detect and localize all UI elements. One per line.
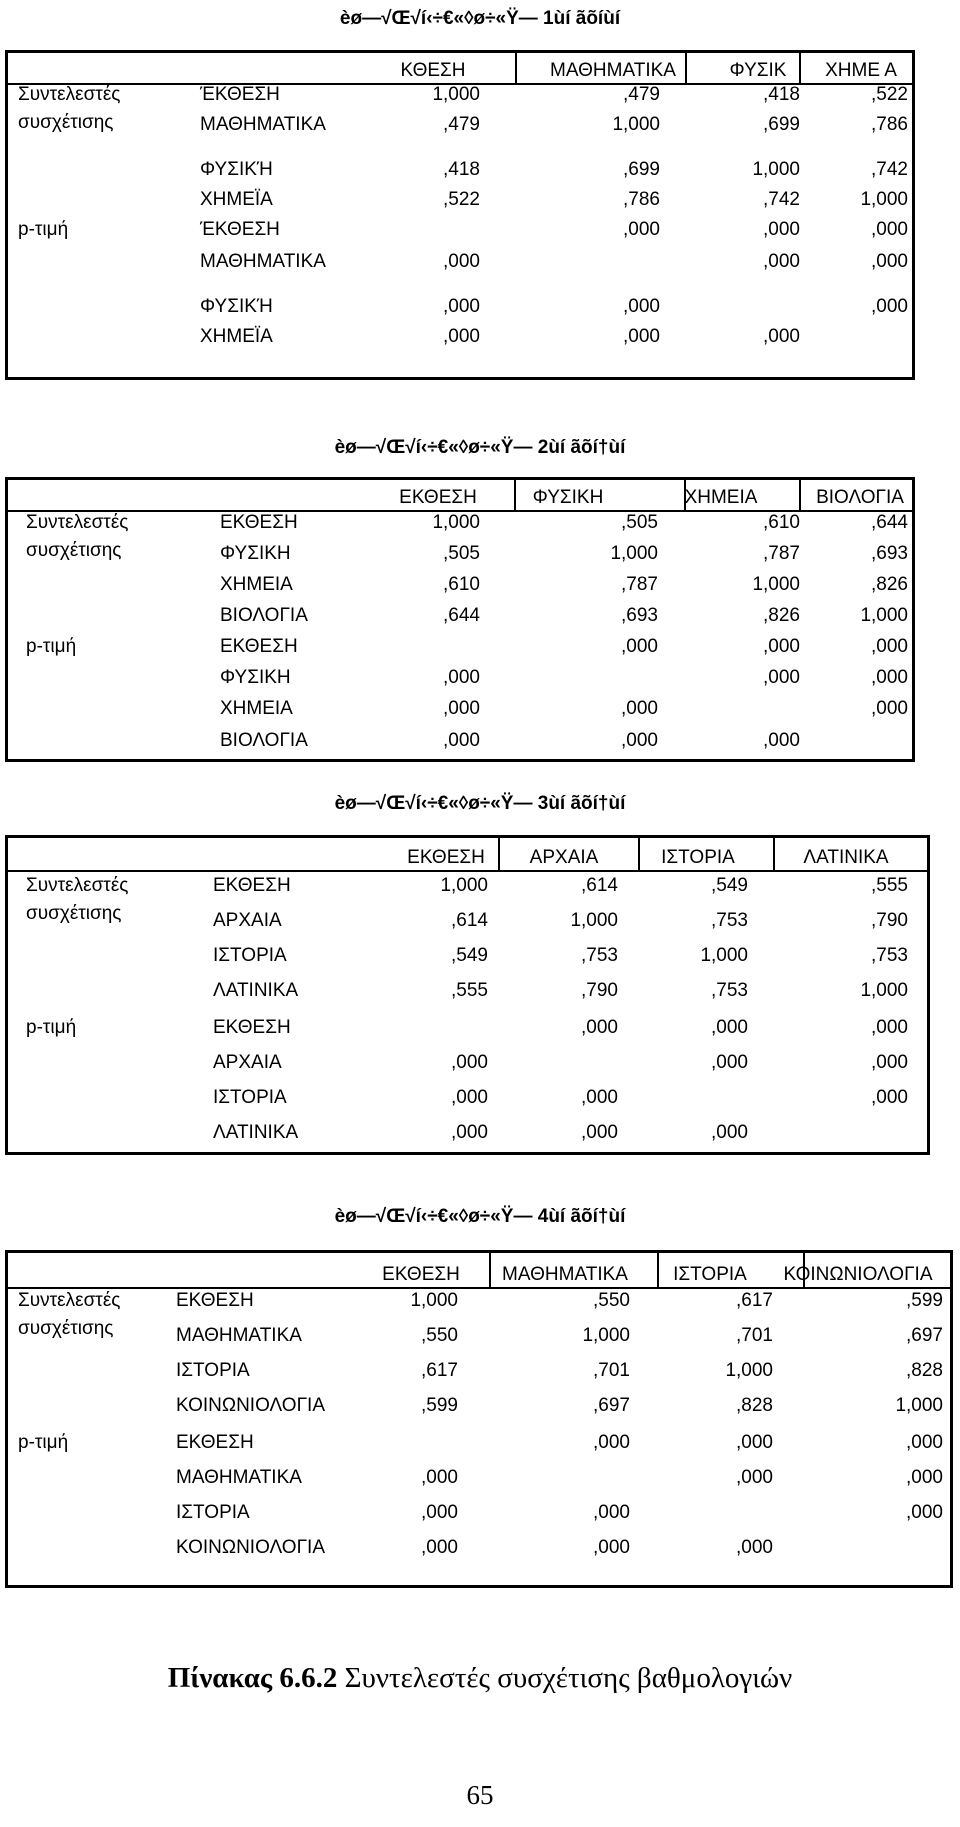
table-cell: ,000 (451, 1122, 488, 1143)
correlation-table (5, 477, 915, 762)
table-cell: ,000 (871, 636, 908, 657)
table-cell: ,790 (581, 980, 618, 1001)
table-cell: ,599 (421, 1395, 458, 1416)
table-cell: ,826 (763, 605, 800, 626)
table-cell: ,000 (421, 1502, 458, 1523)
group-label-pvalue: p-τιμή (26, 1017, 77, 1038)
table-cell: ,522 (871, 84, 908, 105)
table-cell: 1,000 (440, 875, 488, 896)
table-cell: ,000 (593, 1502, 630, 1523)
row-label: ΒΙΟΛΟΓΙΑ (220, 605, 308, 626)
table-cell: ,000 (623, 296, 660, 317)
group-label-pvalue: p-τιμή (26, 636, 77, 657)
page-number: 65 (466, 1780, 494, 1810)
table-cell: ,614 (581, 875, 618, 896)
table-cell: ,000 (871, 251, 908, 272)
table-cell: ,617 (421, 1360, 458, 1381)
table-cell: ,693 (621, 605, 658, 626)
column-header: ΜΑΘΗΜΑΤΙΚΑ (550, 60, 676, 81)
table-cell: ,000 (736, 1467, 773, 1488)
row-label: ΜΑΘΗΜΑΤΙΚΑ (176, 1325, 302, 1346)
table-cell: ,000 (421, 1467, 458, 1488)
column-header: ΒΙΟΛΟΓΙΑ (816, 487, 904, 508)
table-title: èø—√Œ√í‹÷€«◊ø÷«Ÿ— 3ùí ãõí†ùí (334, 793, 626, 814)
table-cell: ,000 (711, 1017, 748, 1038)
column-header: ΕΚΘΕΣΗ (407, 847, 485, 868)
table-cell: ,550 (421, 1325, 458, 1346)
column-header: ΕΚΘΕΣΗ (382, 1264, 460, 1285)
row-label: ΕΚΘΕΣΗ (176, 1290, 254, 1311)
table-cell: ,753 (711, 910, 748, 931)
row-label: ΕΚΘΕΣΗ (213, 1017, 291, 1038)
table-cell: ,549 (451, 945, 488, 966)
row-label: ΜΑΘΗΜΑΤΙΚΑ (176, 1467, 302, 1488)
column-header: ΙΣΤΟΡΙΑ (661, 847, 735, 868)
table-cell: ,418 (443, 159, 480, 180)
table-cell: ,697 (906, 1325, 943, 1346)
table-cell: ,000 (736, 1432, 773, 1453)
table-cell: ,644 (443, 605, 480, 626)
row-label: ΜΑΘΗΜΑΤΙΚΑ (200, 251, 326, 272)
table-cell: ,000 (763, 636, 800, 657)
table-cell: ,000 (711, 1122, 748, 1143)
table-cell: ,826 (871, 574, 908, 595)
table-cell: ,701 (593, 1360, 630, 1381)
table-cell: ,000 (763, 667, 800, 688)
table-cell: ,000 (871, 1087, 908, 1108)
table-cell: ,000 (763, 219, 800, 240)
table-cell: ,000 (421, 1537, 458, 1558)
table-cell: 1,000 (570, 910, 618, 931)
table-cell: ,555 (871, 875, 908, 896)
table-cell: ,000 (621, 636, 658, 657)
row-label: ΕΚΘΕΣΗ (176, 1432, 254, 1453)
table-cell: ,479 (623, 84, 660, 105)
header-divider (8, 1287, 950, 1289)
table-cell: 1,000 (860, 605, 908, 626)
table-cell: ,505 (621, 512, 658, 533)
header-divider (8, 870, 927, 872)
table-cell: ,000 (593, 1432, 630, 1453)
row-label: ΛΑΤΙΝΙΚΑ (213, 980, 299, 1001)
row-label: ΈΚΘΕΣΗ (200, 219, 280, 240)
table-cell: ,000 (443, 251, 480, 272)
column-header: ΧΗΜΕ Α (825, 60, 897, 81)
table-cell: 1,000 (612, 114, 660, 135)
table-cell: ,828 (736, 1395, 773, 1416)
table-cell: ,522 (443, 189, 480, 210)
table-title: èø—√Œ√í‹÷€«◊ø÷«Ÿ— 4ùí ãõí†ùí (334, 1206, 626, 1227)
table-cell: ,000 (581, 1017, 618, 1038)
figure-caption (0, 1662, 960, 1695)
row-label: ΙΣΤΟΡΙΑ (213, 1087, 287, 1108)
table-cell: ,699 (623, 159, 660, 180)
table-cell: ,549 (711, 875, 748, 896)
row-label: ΦΥΣΙΚΗ (220, 667, 291, 688)
row-label: ΒΙΟΛΟΓΙΑ (220, 730, 308, 751)
row-label: ΧΗΜΕΪΑ (200, 326, 273, 347)
table-cell: ,787 (763, 543, 800, 564)
group-label-pvalue: p-τιμή (18, 219, 69, 240)
table-cell: ,790 (871, 910, 908, 931)
row-label: ΚΟΙΝΩΝΙΟΛΟΓΙΑ (176, 1537, 325, 1558)
table-cell: ,000 (763, 730, 800, 751)
table-cell: ,742 (763, 189, 800, 210)
row-label: ΙΣΤΟΡΙΑ (176, 1502, 250, 1523)
table-cell: ,000 (906, 1432, 943, 1453)
table-cell: ,000 (443, 730, 480, 751)
table-cell: ,701 (736, 1325, 773, 1346)
table-cell: 1,000 (610, 543, 658, 564)
row-label: ΕΚΘΕΣΗ (213, 875, 291, 896)
table-title: èø—√Œ√í‹÷€«◊ø÷«Ÿ— 2ùí ãõí†ùí (334, 437, 626, 458)
table-cell: ,000 (736, 1537, 773, 1558)
row-label: ΚΟΙΝΩΝΙΟΛΟΓΙΑ (176, 1395, 325, 1416)
table-cell: ,000 (871, 1052, 908, 1073)
row-label: ΈΚΘΕΣΗ (200, 84, 280, 105)
row-label: ΑΡΧΑΙΑ (213, 1052, 282, 1073)
table-cell: ,000 (623, 326, 660, 347)
table-cell: ,000 (871, 698, 908, 719)
table-cell: ,693 (871, 543, 908, 564)
column-header: ΛΑΤΙΝΙΚΑ (803, 847, 889, 868)
table-cell: ,753 (711, 980, 748, 1001)
table-cell: 1,000 (725, 1360, 773, 1381)
table-cell: 1,000 (410, 1290, 458, 1311)
table-cell: ,610 (763, 512, 800, 533)
table-cell: ,000 (443, 326, 480, 347)
correlation-table (5, 1250, 953, 1588)
column-header: ΧΗΜΕΙΑ (684, 487, 758, 508)
table-cell: ,000 (623, 219, 660, 240)
row-label: ΙΣΤΟΡΙΑ (213, 945, 287, 966)
row-label: ΕΚΘΕΣΗ (220, 636, 298, 657)
table-cell: ,610 (443, 574, 480, 595)
table-cell: ,000 (581, 1087, 618, 1108)
table-cell: 1,000 (432, 84, 480, 105)
table-cell: 1,000 (752, 159, 800, 180)
table-cell: ,418 (763, 84, 800, 105)
column-header: ΑΡΧΑΙΑ (529, 847, 599, 868)
table-cell: ,000 (581, 1122, 618, 1143)
column-header: ΙΣΤΟΡΙΑ (673, 1264, 747, 1285)
table-cell: ,000 (443, 698, 480, 719)
row-label: ΦΥΣΙΚΗ (220, 543, 291, 564)
column-header: ΜΑΘΗΜΑΤΙΚΑ (502, 1264, 628, 1285)
table-cell: ,697 (593, 1395, 630, 1416)
table-cell: 1,000 (860, 980, 908, 1001)
table-cell: ,505 (443, 543, 480, 564)
group-label-coefficients: Συντελεστές (26, 875, 129, 896)
table-cell: ,000 (871, 1017, 908, 1038)
table-cell: ,599 (906, 1290, 943, 1311)
table-cell: ,000 (593, 1537, 630, 1558)
table-cell: ,617 (736, 1290, 773, 1311)
group-label-coefficients: Συντελεστές (18, 84, 121, 105)
table-cell: ,742 (871, 159, 908, 180)
table-cell: ,000 (906, 1467, 943, 1488)
table-cell: ,786 (871, 114, 908, 135)
table-cell: ,000 (621, 730, 658, 751)
table-cell: ,000 (871, 219, 908, 240)
column-header: ΚΟΙΝΩΝΙΟΛΟΓΙΑ (783, 1264, 933, 1285)
row-label: ΧΗΜΕΙΑ (220, 698, 293, 719)
row-label: ΜΑΘΗΜΑΤΙΚΑ (200, 114, 326, 135)
row-label: ΑΡΧΑΙΑ (213, 910, 282, 931)
correlation-table (5, 50, 915, 380)
caption-text: Συντελεστές συσχέτισης βαθμολογιών (337, 1662, 793, 1694)
row-label: ΕΚΘΕΣΗ (220, 512, 298, 533)
table-cell: ,699 (763, 114, 800, 135)
table-cell: ,786 (623, 189, 660, 210)
group-label-coefficients: συσχέτισης (26, 540, 122, 561)
table-cell: ,614 (451, 910, 488, 931)
row-label: ΙΣΤΟΡΙΑ (176, 1360, 250, 1381)
table-cell: 1,000 (432, 512, 480, 533)
caption-number: Πίνακας 6.6.2 (167, 1662, 338, 1694)
table-cell: ,644 (871, 512, 908, 533)
table-cell: ,550 (593, 1290, 630, 1311)
column-header: ΦΥΣΙΚΗ (532, 487, 604, 508)
table-cell: ,000 (443, 296, 480, 317)
table-cell: ,000 (871, 296, 908, 317)
table-cell: 1,000 (895, 1395, 943, 1416)
table-cell: ,555 (451, 980, 488, 1001)
table-cell: ,000 (763, 326, 800, 347)
group-label-coefficients: Συντελεστές (26, 512, 129, 533)
table-cell: ,753 (581, 945, 618, 966)
row-label: ΛΑΤΙΝΙΚΑ (213, 1122, 299, 1143)
group-label-pvalue: p-τιμή (18, 1432, 69, 1453)
column-divider (515, 53, 517, 83)
table-cell: ,000 (443, 667, 480, 688)
table-cell: ,000 (906, 1502, 943, 1523)
group-label-coefficients: συσχέτισης (26, 903, 122, 924)
row-label: ΦΥΣΙΚΉ (200, 296, 273, 317)
table-cell: ,787 (621, 574, 658, 595)
table-title: èø—√Œ√í‹÷€«◊ø÷«Ÿ— 1ùí ãõíùí (339, 8, 621, 29)
table-cell: ,000 (621, 698, 658, 719)
row-label: ΧΗΜΕΪΑ (200, 189, 273, 210)
table-cell: ,000 (451, 1087, 488, 1108)
table-cell: ,000 (451, 1052, 488, 1073)
table-cell: 1,000 (582, 1325, 630, 1346)
table-cell: ,000 (711, 1052, 748, 1073)
table-cell: ,000 (763, 251, 800, 272)
group-label-coefficients: Συντελεστές (18, 1290, 121, 1311)
table-cell: ,828 (906, 1360, 943, 1381)
correlation-table (5, 835, 930, 1155)
column-header: ΚΘΕΣΗ (400, 60, 466, 81)
column-header: ΦΥΣΙΚ (729, 60, 787, 81)
column-header: ΕΚΘΕΣΗ (399, 487, 477, 508)
group-label-coefficients: συσχέτισης (18, 1318, 114, 1339)
group-label-coefficients: συσχέτισης (18, 112, 114, 133)
row-label: ΦΥΣΙΚΉ (200, 159, 273, 180)
row-label: ΧΗΜΕΙΑ (220, 574, 293, 595)
table-cell: ,000 (871, 667, 908, 688)
table-cell: 1,000 (860, 189, 908, 210)
table-cell: ,479 (443, 114, 480, 135)
table-cell: 1,000 (752, 574, 800, 595)
table-cell: ,753 (871, 945, 908, 966)
table-cell: 1,000 (700, 945, 748, 966)
